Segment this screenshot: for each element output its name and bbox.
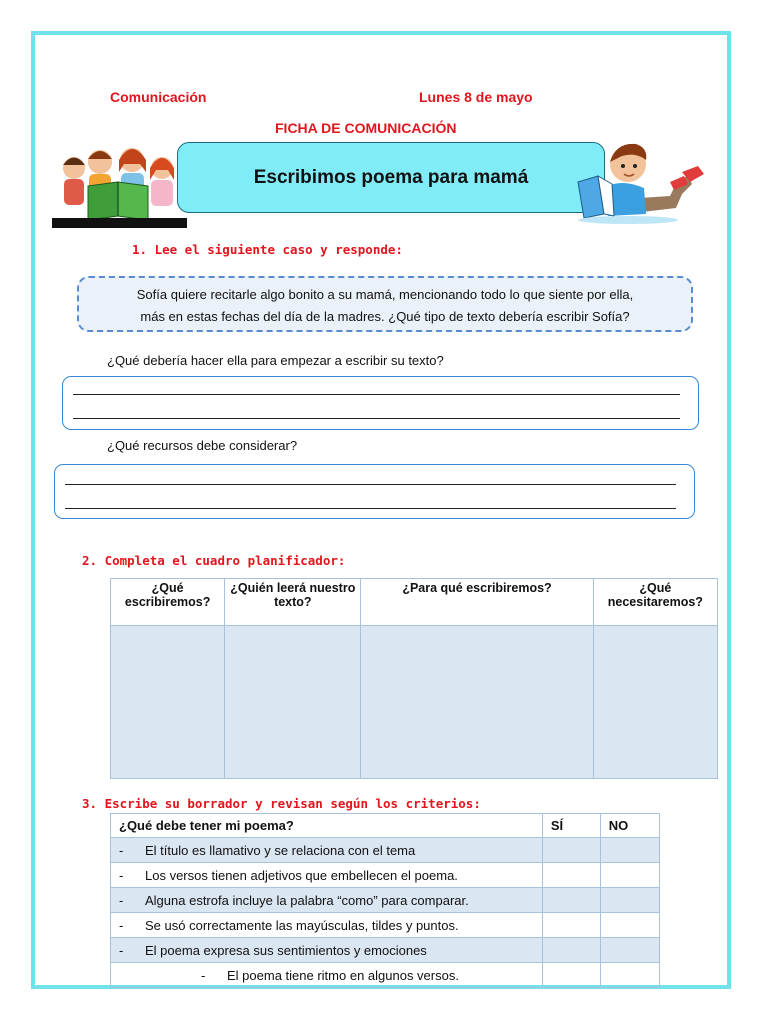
table-row: - El poema tiene ritmo en algunos versos. — [111, 963, 660, 988]
no-cell[interactable] — [600, 938, 659, 963]
date-label: Lunes 8 de mayo — [419, 89, 533, 105]
page-title: Escribimos poema para mamá — [253, 166, 529, 188]
yes-cell[interactable] — [542, 838, 600, 863]
planner-cell[interactable] — [361, 626, 593, 779]
criteria-item: El poema tiene ritmo en algunos versos. — [227, 967, 459, 983]
planner-cell[interactable] — [111, 626, 225, 779]
criteria-header-item: ¿Qué debe tener mi poema? — [111, 814, 543, 838]
planner-col-need: ¿Qué necesitaremos? — [593, 579, 717, 626]
yes-cell[interactable] — [542, 863, 600, 888]
table-row: - Se usó correctamente las mayúsculas, tildes y puntos. — [111, 913, 660, 938]
boy-reading-illustration — [570, 136, 710, 226]
no-cell[interactable] — [600, 888, 659, 913]
no-cell[interactable] — [600, 913, 659, 938]
answer-line — [73, 394, 680, 395]
planner-table — [110, 578, 718, 779]
yes-cell[interactable] — [542, 888, 600, 913]
sheet-title: FICHA DE COMUNICACIÓN — [275, 120, 457, 136]
question-b: ¿Qué recursos debe considerar? — [107, 438, 298, 453]
planner-col-what: ¿Qué escribiremos? — [111, 579, 225, 626]
yes-cell[interactable] — [542, 913, 600, 938]
criteria-header-no: NO — [600, 814, 659, 838]
title-banner — [177, 142, 605, 213]
planner-cell[interactable] — [593, 626, 717, 779]
section3-heading: 3. Escribe su borrador y revisan según los criterios: — [82, 796, 481, 811]
yes-cell[interactable] — [542, 963, 600, 988]
criteria-header-yes: SÍ — [542, 814, 600, 838]
criteria-item: Se usó correctamente las mayúsculas, tildes y puntos. — [145, 917, 459, 933]
section2-heading: 2. Completa el cuadro planificador: — [82, 553, 346, 568]
case-text-line2: más en estas fechas del día de la madres. ¿Qué tipo de texto debería escribir Sofía? — [140, 309, 630, 324]
question-a: ¿Qué debería hacer ella para empezar a escribir su texto? — [107, 353, 444, 368]
no-cell[interactable] — [600, 838, 659, 863]
table-row: - Los versos tienen adjetivos que embellecen el poema. — [111, 863, 660, 888]
children-reading-illustration — [52, 138, 187, 228]
planner-col-why: ¿Para qué escribiremos? — [361, 579, 593, 626]
case-text-line1: Sofía quiere recitarle algo bonito a su mamá, mencionando todo lo que siente por ella, — [136, 287, 634, 302]
criteria-table — [110, 813, 660, 988]
answer-box-b[interactable] — [54, 464, 695, 519]
section1-heading: 1. Lee el siguiente caso y responde: — [132, 242, 403, 257]
subject-label: Comunicación — [110, 89, 207, 105]
answer-line — [73, 418, 680, 419]
table-row: - El título es llamativo y se relaciona con el tema — [111, 838, 660, 863]
planner-col-who: ¿Quién leerá nuestro texto? — [225, 579, 361, 626]
table-row: - Alguna estrofa incluye la palabra “como” para comparar. — [111, 888, 660, 913]
table-row: - El poema expresa sus sentimientos y emociones — [111, 938, 660, 963]
criteria-item: El título es llamativo y se relaciona con el tema — [145, 842, 416, 858]
case-box — [77, 276, 693, 332]
criteria-item: El poema expresa sus sentimientos y emociones — [145, 942, 427, 958]
no-cell[interactable] — [600, 963, 659, 988]
criteria-item: Los versos tienen adjetivos que embellecen el poema. — [145, 867, 458, 883]
no-cell[interactable] — [600, 863, 659, 888]
answer-line — [65, 484, 676, 485]
answer-line — [65, 508, 676, 509]
criteria-item: Alguna estrofa incluye la palabra “como” para comparar. — [145, 892, 469, 908]
planner-cell[interactable] — [225, 626, 361, 779]
answer-box-a[interactable] — [62, 376, 699, 430]
yes-cell[interactable] — [542, 938, 600, 963]
